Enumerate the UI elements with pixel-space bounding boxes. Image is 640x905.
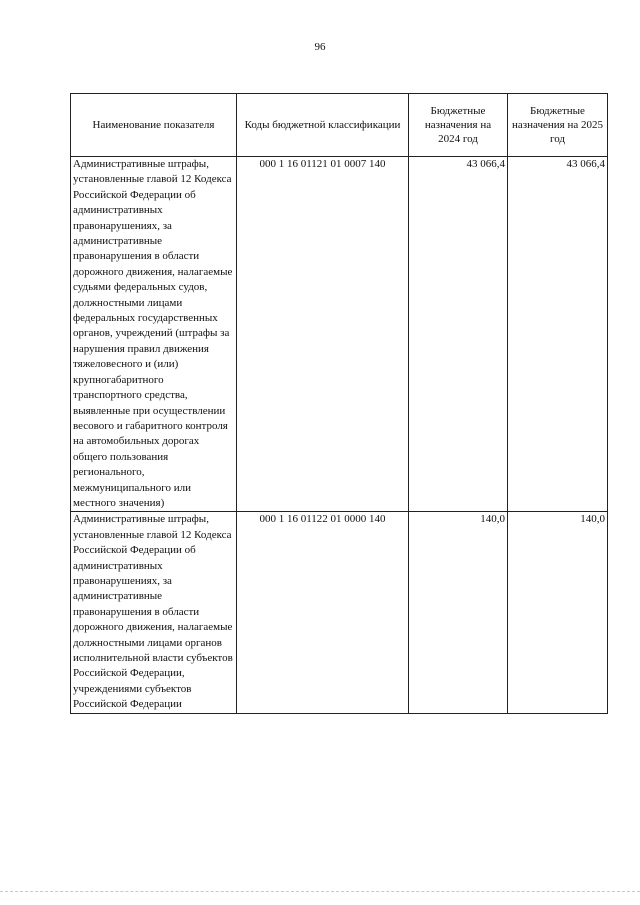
header-allocation-2024: Бюджетные назначения на 2024 год <box>409 94 508 157</box>
page-number: 96 <box>314 41 326 53</box>
table-row <box>71 157 608 512</box>
scan-edge-divider <box>0 891 640 892</box>
header-allocation-2025: Бюджетные назначения на 2025 год <box>508 94 608 157</box>
allocation-2025: 43 066,4 <box>508 157 608 512</box>
budget-code: 000 1 16 01122 01 0000 140 <box>237 512 409 713</box>
budget-table <box>70 93 608 714</box>
header-indicator-name: Наименование показателя <box>71 94 237 157</box>
allocation-2024: 140,0 <box>409 512 508 713</box>
allocation-2025: 140,0 <box>508 512 608 713</box>
table-row <box>71 512 608 713</box>
indicator-name: Административные штрафы, установленные главой 12 Кодекса Российской Федерации об административных правонарушениях, за административные правонарушения в области дорожного движения, налагаемые судьями федеральных судов, должностными лицами федеральных государственных органов, учреждений (штрафы за нарушения правил движения тяжеловесного и (или) крупногабаритного транспортного средства, выявленные при осуществлении весового и габаритного контроля на автомобильных дорогах общего пользования регионального, межмуниципального или местного значения) <box>71 157 237 512</box>
header-budget-codes: Коды бюджетной классификации <box>237 94 409 157</box>
allocation-2024: 43 066,4 <box>409 157 508 512</box>
table-header-row <box>71 94 608 157</box>
indicator-name: Административные штрафы, установленные главой 12 Кодекса Российской Федерации об административных правонарушениях, за административные правонарушения в области дорожного движения, налагаемые должностными лицами органов исполнительной власти субъектов Российской Федерации, учреждениями субъектов Российской Федерации <box>71 512 237 713</box>
budget-code: 000 1 16 01121 01 0007 140 <box>237 157 409 512</box>
